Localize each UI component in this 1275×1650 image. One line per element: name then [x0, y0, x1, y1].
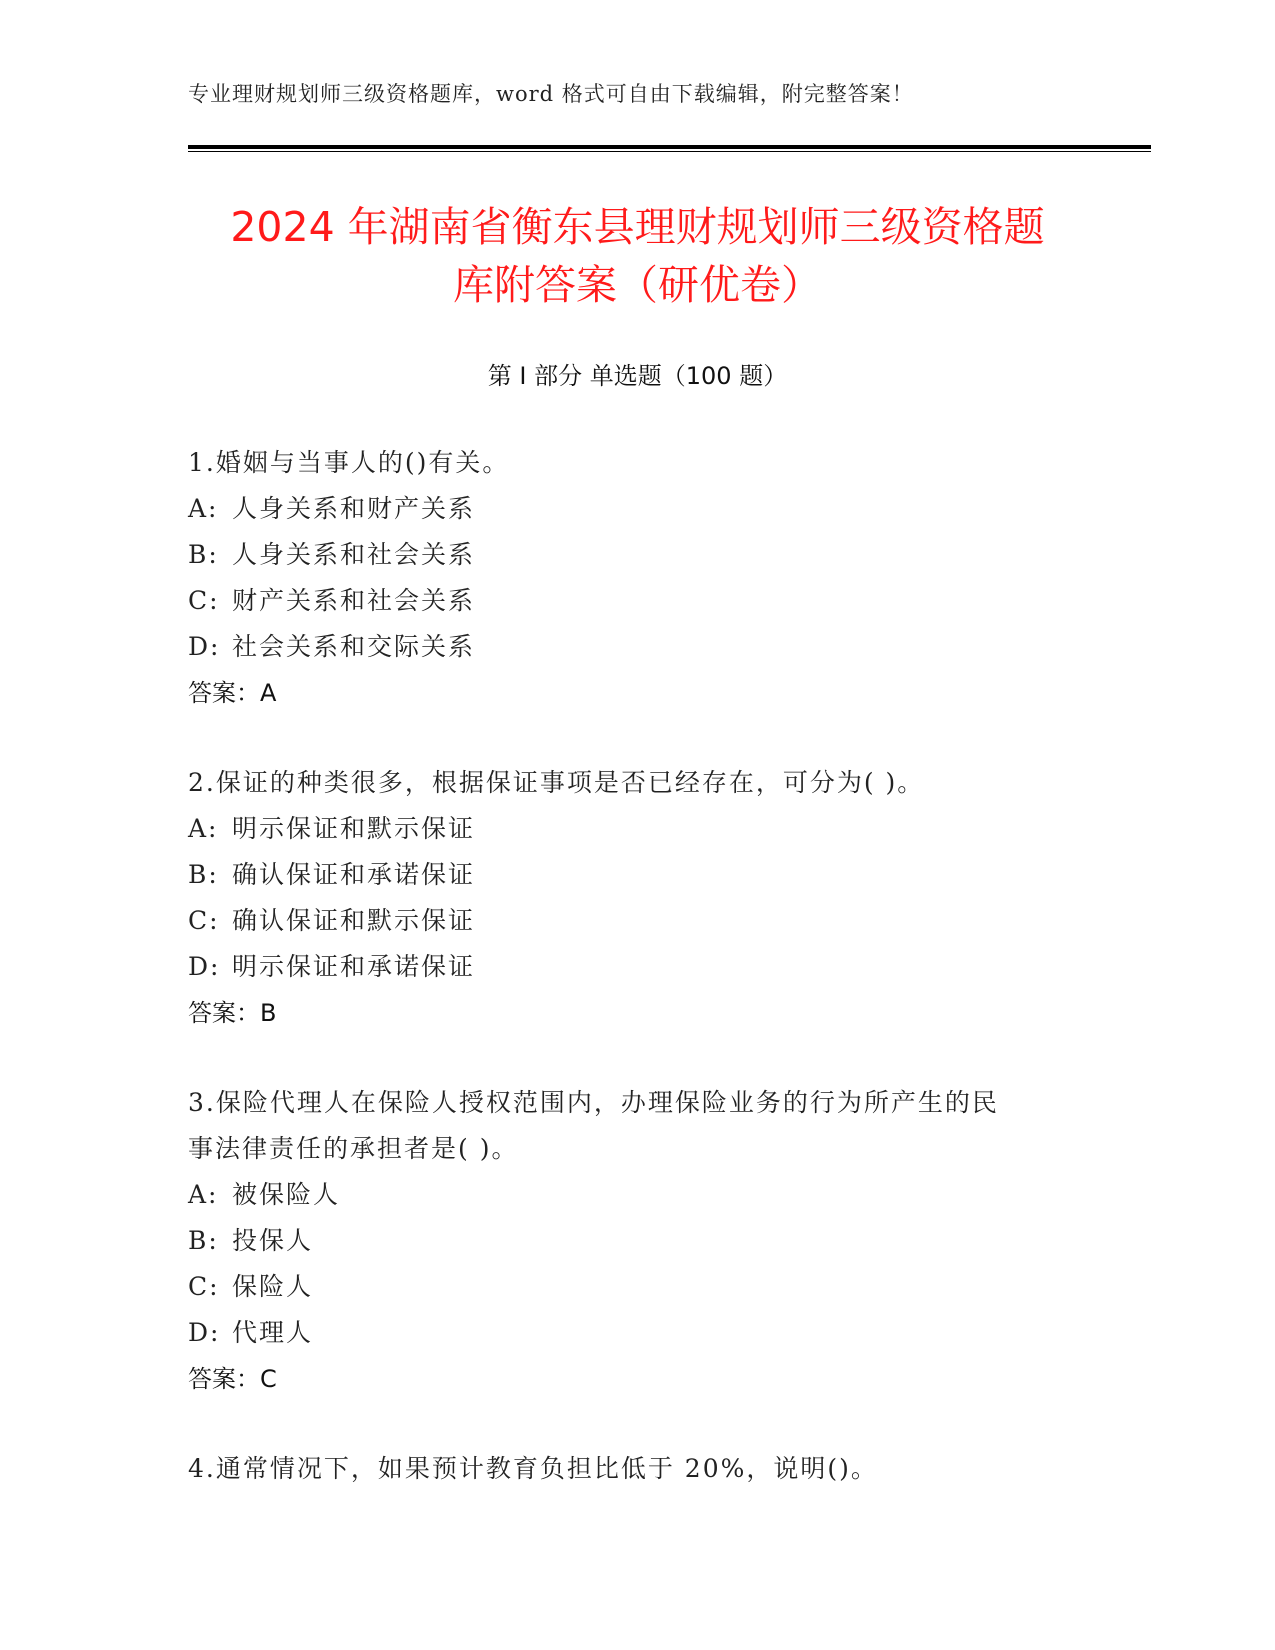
option-b — [188, 1218, 1088, 1264]
option-b — [188, 852, 1088, 898]
option-d — [188, 944, 1088, 990]
option-key: D: — [188, 632, 221, 661]
option-text: 明示保证和承诺保证 — [232, 952, 476, 981]
option-key: A: — [188, 1180, 219, 1209]
option-key: A: — [188, 814, 219, 843]
option-key: B: — [188, 1226, 219, 1255]
answer-label: 答案：C — [188, 1365, 277, 1393]
option-key: B: — [188, 860, 219, 889]
question-list — [188, 440, 1088, 1536]
option-a — [188, 806, 1088, 852]
answer-label: 答案：B — [188, 999, 277, 1027]
option-text: 确认保证和默示保证 — [232, 906, 476, 935]
option-key: D: — [188, 952, 221, 981]
question-stem: 1.婚姻与当事人的()有关。 — [188, 448, 510, 477]
option-key: C: — [188, 1272, 220, 1301]
option-a — [188, 1172, 1088, 1218]
question-stem: 4.通常情况下，如果预计教育负担比低于 20%，说明()。 — [188, 1454, 878, 1483]
option-text: 投保人 — [232, 1226, 314, 1255]
option-text: 人身关系和财产关系 — [232, 494, 476, 523]
header-divider-thin — [188, 151, 1151, 152]
option-text: 保险人 — [232, 1272, 314, 1301]
option-text: 人身关系和社会关系 — [232, 540, 476, 569]
option-a — [188, 486, 1088, 532]
option-b — [188, 532, 1088, 578]
option-text: 财产关系和社会关系 — [232, 586, 476, 615]
option-d — [188, 1310, 1088, 1356]
option-text: 代理人 — [232, 1318, 314, 1347]
header-note: 专业理财规划师三级资格题库，word 格式可自由下载编辑，附完整答案！ — [188, 82, 914, 106]
document-title-line-2: 库附答案（研优卷） — [453, 261, 822, 309]
question-stem-line-2: 事法律责任的承担者是( )。 — [188, 1134, 519, 1163]
header-divider-thick — [188, 145, 1151, 149]
option-key: A: — [188, 494, 219, 523]
option-key: C: — [188, 906, 220, 935]
question-1 — [188, 440, 1088, 716]
question-3 — [188, 1080, 1088, 1402]
option-c — [188, 578, 1088, 624]
answer-label: 答案：A — [188, 679, 277, 707]
option-text: 确认保证和承诺保证 — [232, 860, 476, 889]
option-text: 明示保证和默示保证 — [232, 814, 476, 843]
section-title: 第 I 部分 单选题（100 题） — [487, 362, 788, 390]
option-text: 社会关系和交际关系 — [232, 632, 476, 661]
option-key: C: — [188, 586, 220, 615]
document-title-line-1: 2024 年湖南省衡东县理财规划师三级资格题 — [230, 203, 1045, 251]
question-stem: 2.保证的种类很多，根据保证事项是否已经存在，可分为( )。 — [188, 768, 925, 797]
question-2 — [188, 760, 1088, 1036]
option-text: 被保险人 — [232, 1180, 341, 1209]
document-title — [150, 198, 1125, 314]
question-stem-line-1: 3.保险代理人在保险人授权范围内，办理保险业务的行为所产生的民 — [188, 1088, 999, 1117]
question-4 — [188, 1446, 1088, 1492]
option-key: B: — [188, 540, 219, 569]
option-d — [188, 624, 1088, 670]
option-c — [188, 1264, 1088, 1310]
option-c — [188, 898, 1088, 944]
option-key: D: — [188, 1318, 221, 1347]
